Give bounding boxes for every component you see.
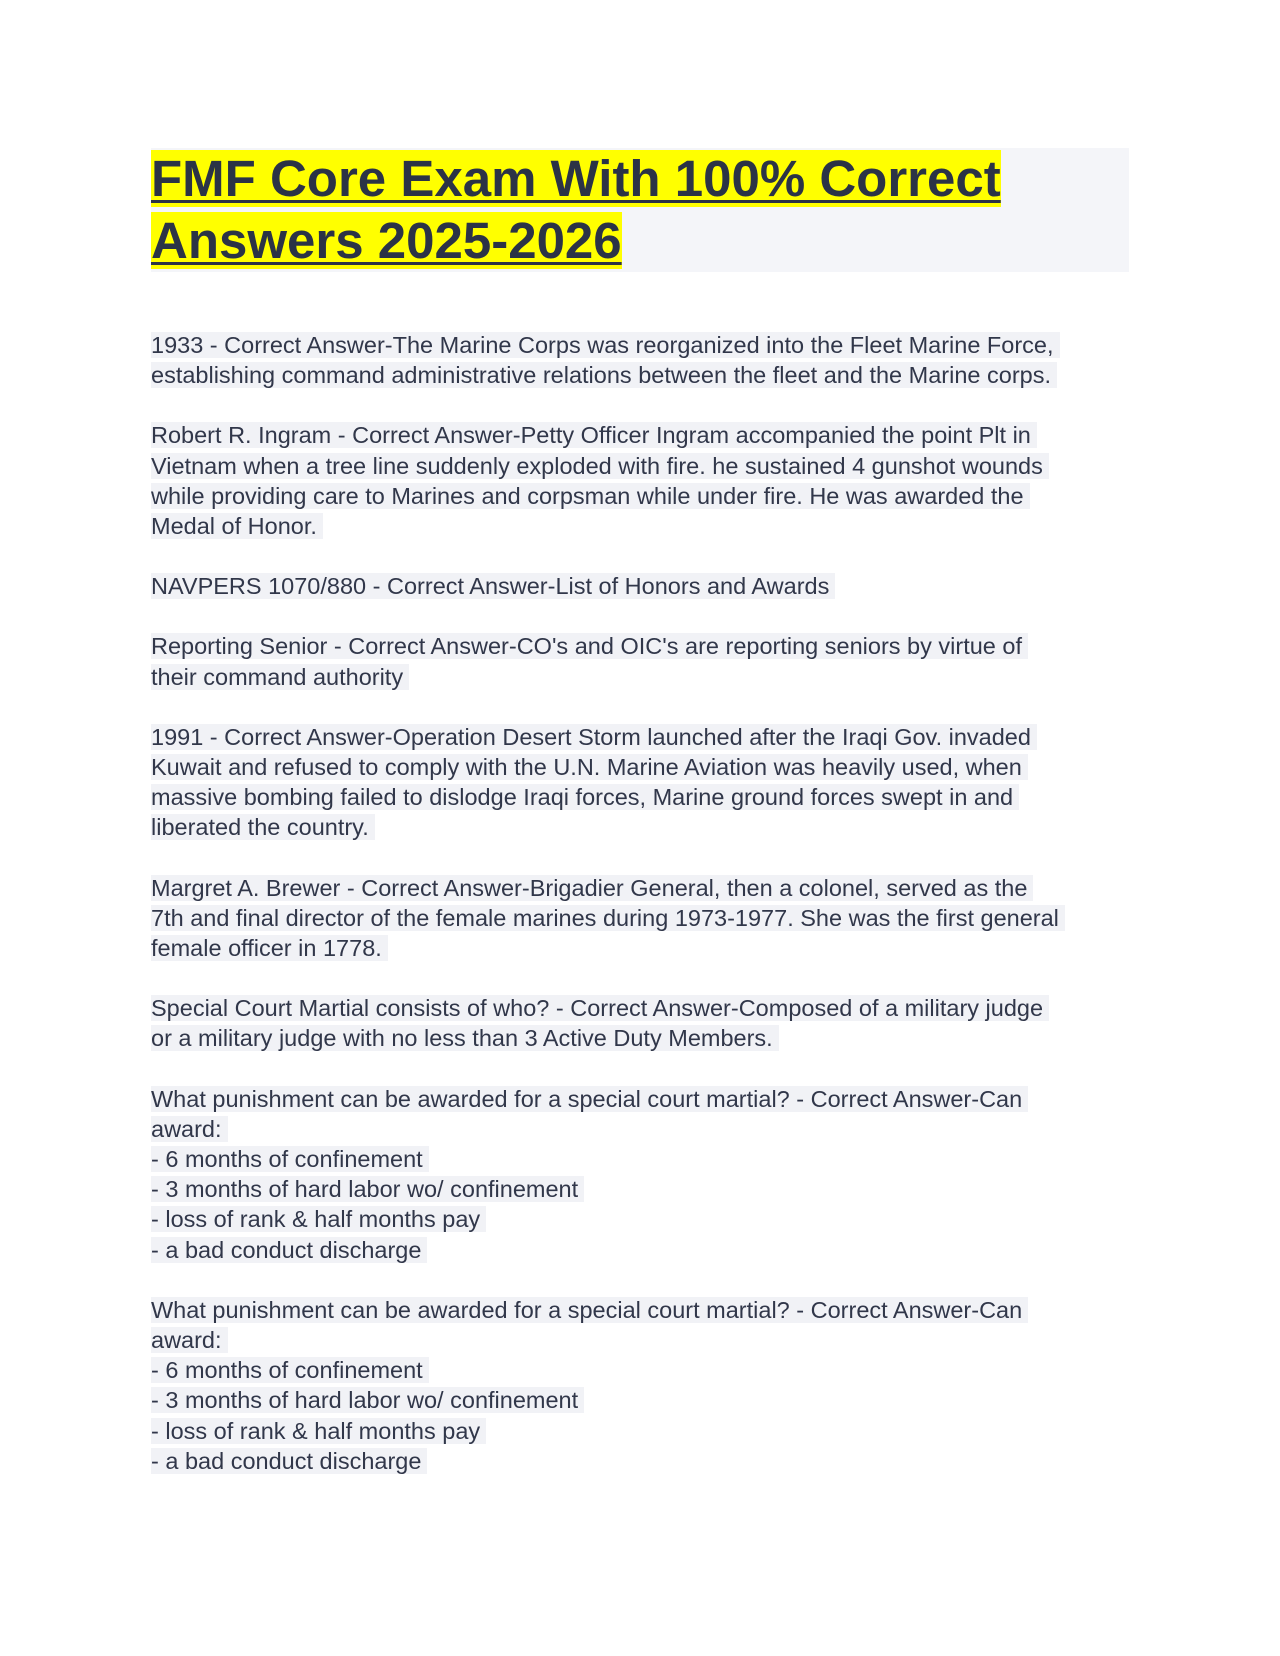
qa-line-text: massive bombing failed to dislodge Iraqi forces, Marine ground forces swept in and	[151, 784, 1019, 810]
qa-line	[151, 1416, 1141, 1446]
qa-line-text: Margret A. Brewer - Correct Answer-Brigadier General, then a colonel, served as the	[151, 875, 1033, 901]
qa-list	[151, 330, 1141, 1506]
qa-line	[151, 451, 1141, 481]
qa-line-text: their command authority	[151, 664, 409, 690]
qa-line-text: - a bad conduct discharge	[151, 1448, 427, 1474]
qa-entry	[151, 722, 1141, 843]
qa-entry	[151, 420, 1141, 541]
qa-line-text: Special Court Martial consists of who? - Correct Answer-Composed of a military judge	[151, 995, 1049, 1021]
qa-line	[151, 1084, 1141, 1114]
qa-line	[151, 1446, 1141, 1476]
qa-line	[151, 722, 1141, 752]
title-block	[151, 148, 1129, 272]
qa-line-text: - 6 months of confinement	[151, 1357, 429, 1383]
qa-line-text: What punishment can be awarded for a special court martial? - Correct Answer-Can	[151, 1297, 1028, 1323]
qa-line	[151, 1295, 1141, 1325]
qa-line-text: while providing care to Marines and corpsman while under fire. He was awarded the	[151, 483, 1030, 509]
qa-line	[151, 903, 1141, 933]
qa-line	[151, 360, 1141, 390]
qa-line-text: Robert R. Ingram - Correct Answer-Petty Officer Ingram accompanied the point Plt in	[151, 422, 1037, 448]
qa-line	[151, 1235, 1141, 1265]
qa-line	[151, 782, 1141, 812]
qa-line-text: - a bad conduct discharge	[151, 1237, 427, 1263]
title-line-1: FMF Core Exam With 100% Correct	[151, 150, 1001, 207]
qa-line-text: Reporting Senior - Correct Answer-CO's and OIC's are reporting seniors by virtue of	[151, 633, 1028, 659]
qa-line-text: establishing command administrative relations between the fleet and the Marine corps.	[151, 362, 1057, 388]
qa-entry	[151, 873, 1141, 964]
title-line-2: Answers 2025-2026	[151, 212, 622, 269]
qa-entry	[151, 571, 1141, 601]
qa-line	[151, 812, 1141, 842]
qa-line	[151, 752, 1141, 782]
qa-line-text: Vietnam when a tree line suddenly exploded with fire. he sustained 4 gunshot wounds	[151, 453, 1049, 479]
qa-line	[151, 993, 1141, 1023]
qa-line-text: NAVPERS 1070/880 - Correct Answer-List of Honors and Awards	[151, 573, 835, 599]
qa-line-text: 1933 - Correct Answer-The Marine Corps was reorganized into the Fleet Marine Force,	[151, 332, 1060, 358]
qa-line-text: female officer in 1778.	[151, 935, 388, 961]
qa-line-text: 1991 - Correct Answer-Operation Desert Storm launched after the Iraqi Gov. invaded	[151, 724, 1037, 750]
qa-line	[151, 420, 1141, 450]
qa-entry	[151, 631, 1141, 691]
qa-line	[151, 873, 1141, 903]
qa-line-text: - 3 months of hard labor wo/ confinement	[151, 1387, 584, 1413]
qa-line-text: Kuwait and refused to comply with the U.N. Marine Aviation was heavily used, when	[151, 754, 1028, 780]
qa-entry	[151, 993, 1141, 1053]
qa-line	[151, 511, 1141, 541]
qa-line	[151, 330, 1141, 360]
qa-entry	[151, 1295, 1141, 1476]
qa-line	[151, 1325, 1141, 1355]
qa-line-text: liberated the country.	[151, 814, 375, 840]
qa-line	[151, 1174, 1141, 1204]
qa-line	[151, 1144, 1141, 1174]
qa-line-text: What punishment can be awarded for a special court martial? - Correct Answer-Can	[151, 1086, 1028, 1112]
qa-line-text: - 6 months of confinement	[151, 1146, 429, 1172]
qa-line	[151, 1204, 1141, 1234]
qa-line	[151, 1385, 1141, 1415]
qa-line-text: 7th and final director of the female marines during 1973-1977. She was the first general	[151, 905, 1065, 931]
qa-line	[151, 481, 1141, 511]
qa-line	[151, 1114, 1141, 1144]
qa-line-text: award:	[151, 1327, 228, 1353]
qa-entry	[151, 1084, 1141, 1265]
qa-line-text: - 3 months of hard labor wo/ confinement	[151, 1176, 584, 1202]
qa-line	[151, 1355, 1141, 1385]
qa-line-text: Medal of Honor.	[151, 513, 323, 539]
qa-line	[151, 631, 1141, 661]
qa-entry	[151, 330, 1141, 390]
qa-line-text: - loss of rank & half months pay	[151, 1206, 486, 1232]
qa-line	[151, 933, 1141, 963]
qa-line-text: award:	[151, 1116, 228, 1142]
qa-line	[151, 571, 1141, 601]
qa-line	[151, 1023, 1141, 1053]
document-title	[151, 148, 1129, 272]
qa-line-text: or a military judge with no less than 3 Active Duty Members.	[151, 1025, 779, 1051]
qa-line-text: - loss of rank & half months pay	[151, 1418, 486, 1444]
qa-line	[151, 662, 1141, 692]
